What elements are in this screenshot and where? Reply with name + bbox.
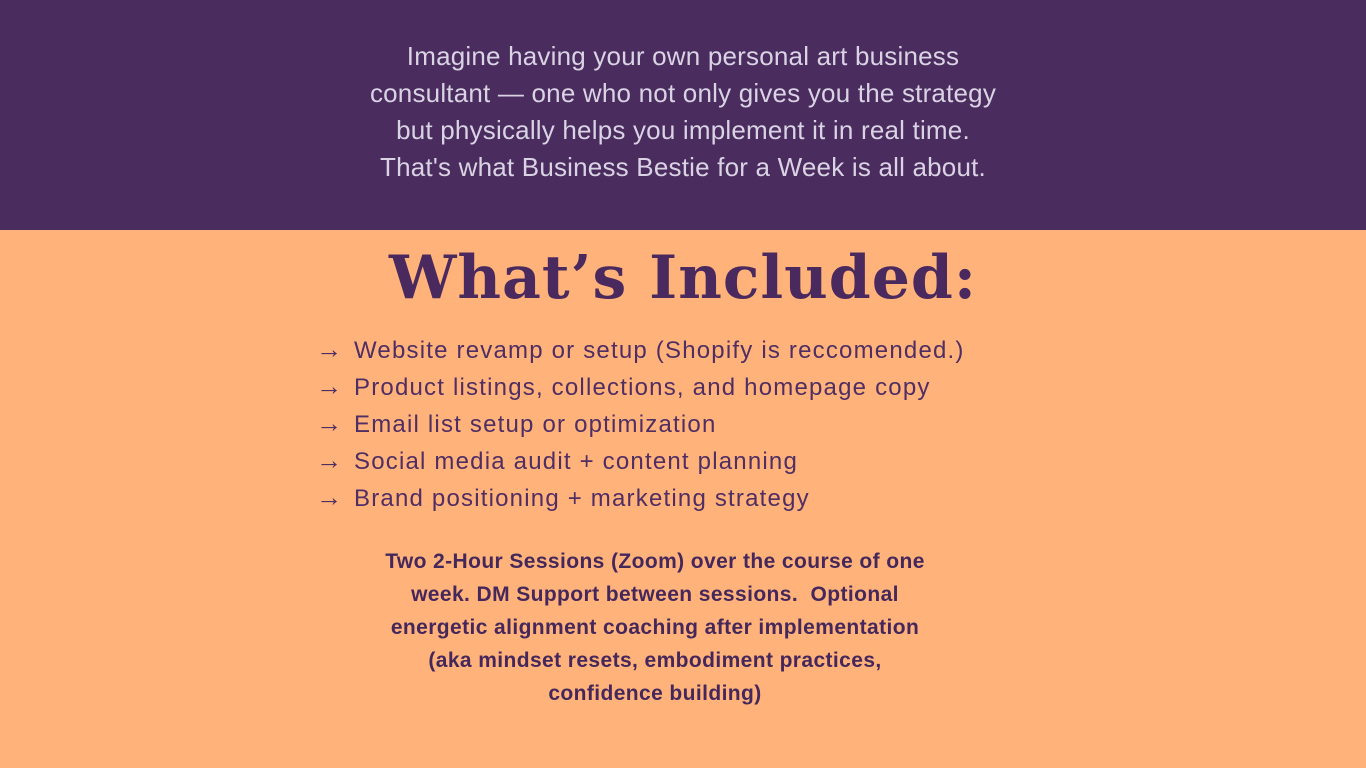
- arrow-icon: →: [316, 445, 342, 475]
- hero-text-line: consultant — one who not only gives you the strategy: [369, 78, 997, 108]
- details-paragraph: [330, 545, 980, 710]
- hero-section: [0, 0, 1366, 230]
- list-item: [316, 371, 965, 408]
- arrow-icon: →: [316, 334, 342, 364]
- details-text-line: Two 2-Hour Sessions (Zoom) over the course of one: [385, 550, 925, 573]
- list-item-text: Website revamp or setup (Shopify is reccomended.): [354, 337, 965, 364]
- list-item-text: Brand positioning + marketing strategy: [354, 485, 810, 512]
- arrow-icon: →: [316, 482, 342, 512]
- list-item-text: Email list setup or optimization: [354, 411, 717, 438]
- details-text-line: energetic alignment coaching after implementation: [390, 616, 920, 639]
- included-heading: What’s Included:: [388, 243, 978, 313]
- included-list: [316, 334, 965, 519]
- details-text-line: confidence building): [548, 682, 762, 705]
- hero-text-line: That's what Business Bestie for a Week is all about.: [380, 152, 986, 182]
- arrow-icon: →: [316, 408, 342, 438]
- details-text-line: (aka mindset resets, embodiment practices,: [428, 649, 882, 672]
- list-item: [316, 482, 965, 519]
- list-item: [316, 408, 965, 445]
- list-item-text: Social media audit + content planning: [354, 448, 799, 475]
- arrow-icon: →: [316, 371, 342, 401]
- list-item-text: Product listings, collections, and homepage copy: [354, 374, 931, 401]
- details-text-line: week. DM Support between sessions. Optional: [411, 583, 899, 606]
- hero-text-line: but physically helps you implement it in real time.: [396, 115, 970, 145]
- list-item: [316, 445, 965, 482]
- hero-text-line: Imagine having your own personal art business: [406, 41, 960, 71]
- list-item: [316, 334, 965, 371]
